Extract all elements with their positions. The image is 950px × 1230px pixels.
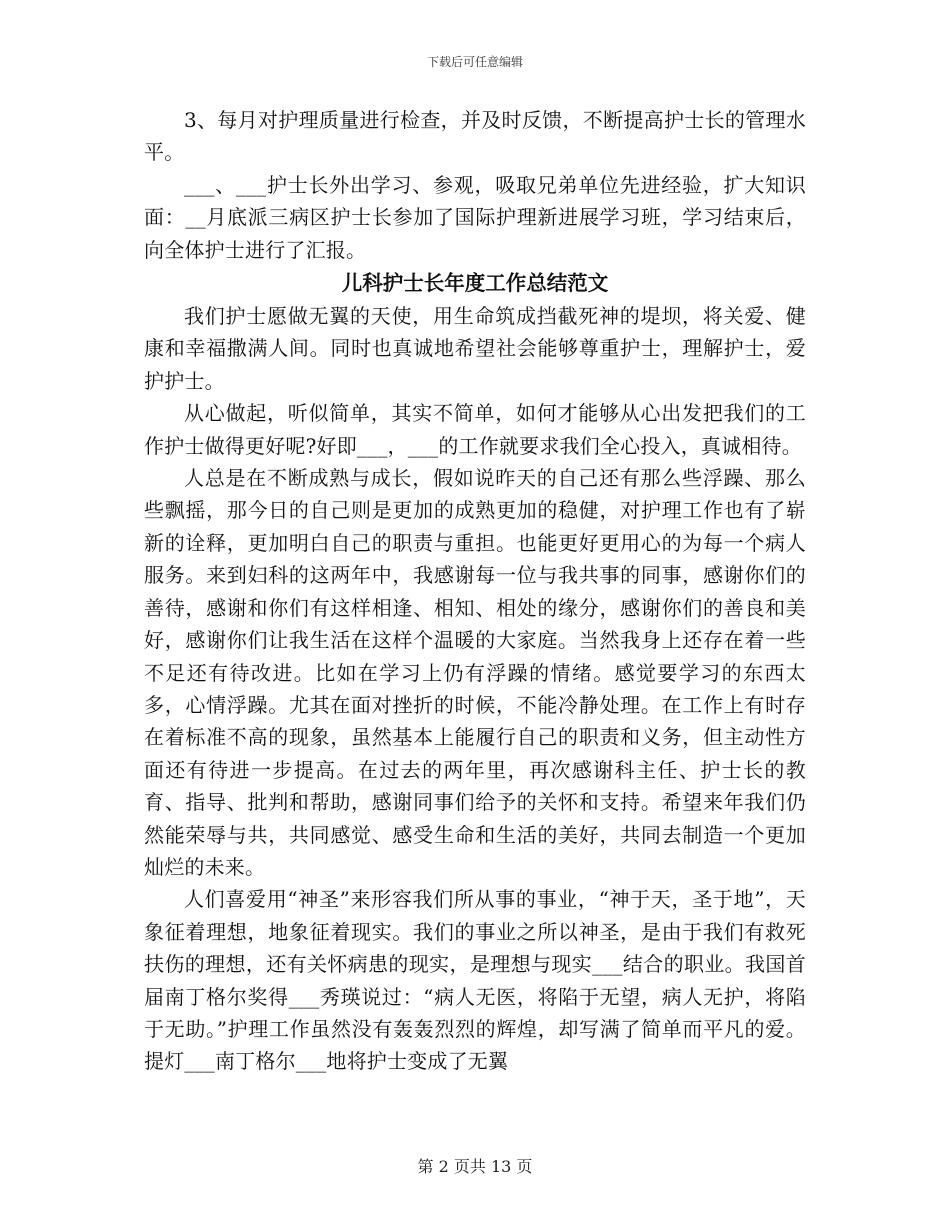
paragraph-study-visit: ___、___护士长外出学习、参观，吸取兄弟单位先进经验，扩大知识面：__月底派三病区护士长参加了国际护理新进展学习班，学习结束后，向全体护士进行了汇报。 bbox=[144, 172, 806, 262]
document-body bbox=[144, 104, 806, 1078]
document-title: 儿科护士长年度工作总结范文 bbox=[341, 271, 609, 296]
paragraph-from-heart: 从心做起，听似简单，其实不简单，如何才能够从心出发把我们的工作护士做得更好呢?好即___，___的工作就要求我们全心投入，真诚相待。 bbox=[144, 401, 806, 458]
paragraph-quality-check: 3、每月对护理质量进行检查，并及时反馈，不断提高护士长的管理水平。 bbox=[144, 108, 806, 165]
paragraph-angel: 我们护士愿做无翼的天使，用生命筑成挡截死神的堤坝，将关爱、健康和幸福撒满人间。同时也真诚地希望社会能够尊重护士，理解护士，爱护护士。 bbox=[144, 304, 806, 393]
paragraph-growth: 人总是在不断成熟与成长，假如说昨天的自己还有那么些浮躁、那么些飘摇，那今日的自己则是更加的成熟更加的稳健，对护理工作也有了崭新的诠释，更加明白自己的职责与重担。也能更好更用心的为每一个病人服务。来到妇科的这两年中，我感谢每一位与我共事的同事，感谢你们的善待，感谢和你们有这样相逢、相知、相处的缘分，感谢你们的善良和美好，感谢你们让我生活在这样个温暖的大家庭。当然我身上还存在着一些不足还有待改进。比如在学习上仍有浮躁的情绪。感觉要学习的东西太多，心情浮躁。尤其在面对挫折的时候，不能冷静处理。在工作上有时存在着标准不高的现象，虽然基本上能履行自己的职责和义务，但主动性方面还有待进一步提高。在过去的两年里，再次感谢科主任、护士长的教育、指导、批判和帮助，感谢同事们给予的关怀和支持。希望来年我们仍然能荣辱与共，共同感觉、感受生命和生活的美好，共同去制造一个更加灿烂的未来。 bbox=[144, 466, 806, 879]
page-header-note: 下载后可任意编辑 bbox=[426, 55, 523, 69]
paragraph-sacred-career: 人们喜爱用“神圣”来形容我们所从事的事业，“神于天，圣于地”，天象征着理想，地象征着现实。我们的事业之所以神圣，是由于我们有救死扶伤的理想，还有关怀病患的现实，是理想与现实___结合的职业。我国首届南丁格尔奖得___秀瑛说过：“病人无医，将陷于无望，病人无护，将陷于无助。”护理工作虽然没有轰轰烈烈的辉煌，却写满了简单而平凡的爱。提灯___南丁格尔___地将护士变成了无翼 bbox=[144, 887, 806, 1074]
page-number: 第 2 页共 13 页 bbox=[417, 1157, 533, 1176]
